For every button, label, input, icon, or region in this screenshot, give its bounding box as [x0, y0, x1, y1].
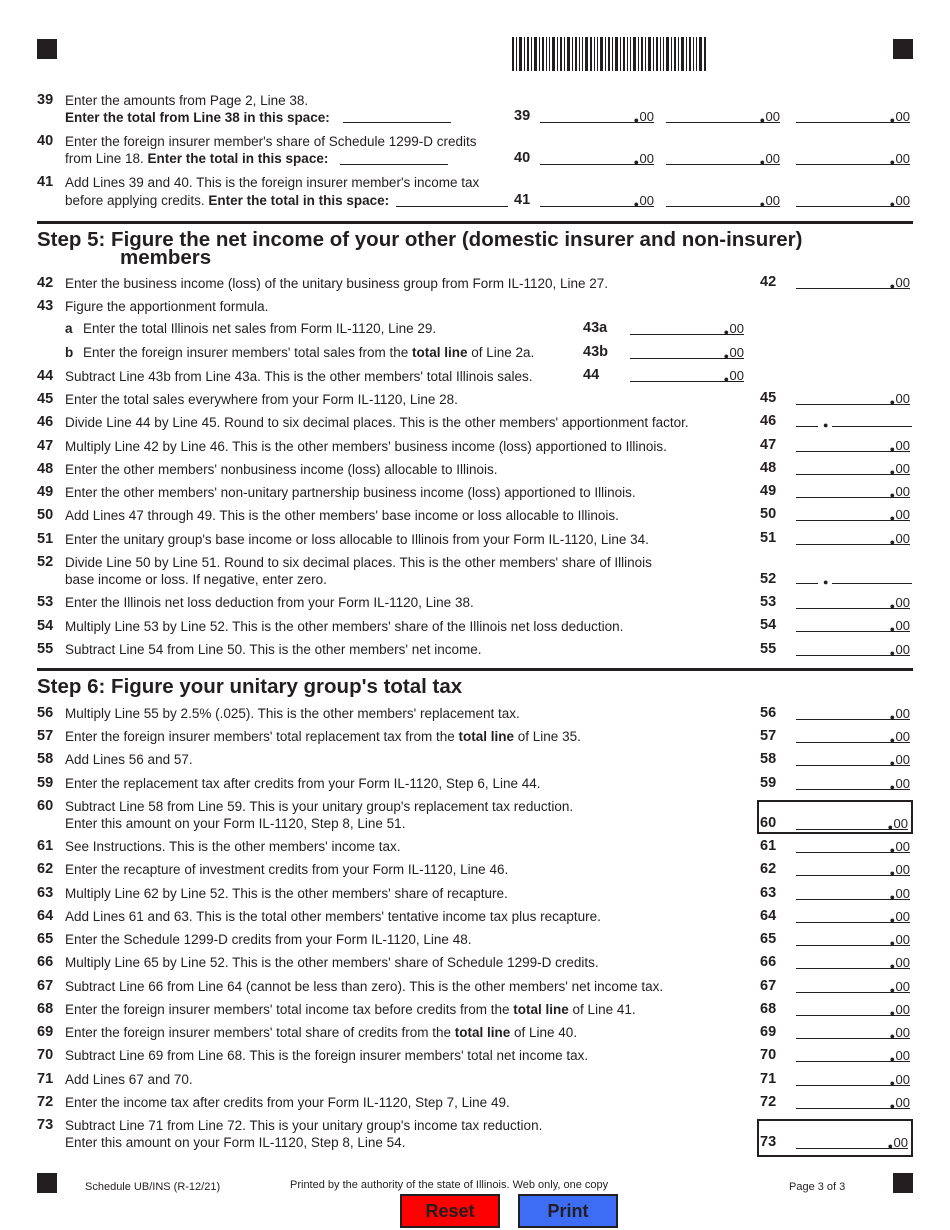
line-number: 49	[37, 484, 54, 500]
amount-field[interactable]: ● 00	[796, 908, 910, 923]
amount-field[interactable]: ● 00	[796, 437, 910, 452]
inline-total-field[interactable]	[343, 108, 451, 123]
amount-field[interactable]: ● 00	[630, 320, 744, 335]
line-number: 44	[37, 368, 54, 384]
line-label: 45	[760, 390, 777, 406]
line-number: 64	[37, 908, 54, 924]
amount-field-col3[interactable]: ● 00	[796, 108, 910, 123]
line-number: 41	[37, 174, 54, 190]
line-number: 61	[37, 838, 54, 854]
line-text: Subtract Line 54 from Line 50. This is the other members' net income.	[65, 642, 482, 657]
line-number: 57	[37, 728, 54, 744]
step5-title: Step 5: Figure the net income of your other (domestic insurer and non-insurer)	[37, 228, 803, 251]
amount-field[interactable]: ● 00	[796, 1071, 910, 1086]
line-number: 65	[37, 931, 54, 947]
line-number: 48	[37, 461, 54, 477]
amount-field[interactable]: ● 00	[796, 641, 910, 656]
line-number: 58	[37, 751, 54, 767]
line-text: Multiply Line 65 by Line 52. This is the other members' share of Schedule 1299-D credits.	[65, 955, 599, 970]
line-text: Add Lines 61 and 63. This is the total other members' tentative income tax plus recapture.	[65, 909, 601, 924]
line-text: Enter the foreign insurer members' total replacement tax from the total line of Line 35.	[65, 729, 581, 744]
line-text-2: Enter this amount on your Form IL-1120, Step 8, Line 54.	[65, 1135, 406, 1150]
line-text: Enter the recapture of investment credits from your Form IL-1120, Line 46.	[65, 862, 509, 877]
line-number: 55	[37, 641, 54, 657]
line-label: 43b	[583, 344, 608, 360]
registration-mark-bottom-right	[893, 1173, 913, 1193]
line-number: 54	[37, 618, 54, 634]
amount-field-col1[interactable]: ● 00	[540, 150, 654, 165]
line-number: 66	[37, 954, 54, 970]
line-label: 39	[514, 108, 531, 124]
line-text: Enter the other members' non-unitary partnership business income (loss) apportioned to Illinois.	[65, 485, 636, 500]
line-text-2: from Line 18. Enter the total in this space:	[65, 151, 329, 166]
step6-title: Step 6: Figure your unitary group's total tax	[37, 675, 463, 698]
line-text: Figure the apportionment formula.	[65, 299, 269, 314]
line-label: 62	[760, 861, 777, 877]
amount-field[interactable]: ● 00	[796, 1134, 908, 1149]
line-text: Enter the foreign insurer members' total income tax before credits from the total line of Line 41.	[65, 1002, 636, 1017]
amount-field-col1[interactable]: ● 00	[540, 108, 654, 123]
registration-mark-bottom-left	[37, 1173, 57, 1193]
line-text: Add Lines 39 and 40. This is the foreign insurer member's income tax	[65, 175, 480, 190]
line-text: Subtract Line 71 from Line 72. This is your unitary group's income tax reduction.	[65, 1118, 543, 1133]
amount-field[interactable]: ● 00	[796, 728, 910, 743]
line-label: 63	[760, 885, 777, 901]
line-label: 49	[760, 483, 777, 499]
line-text-2: Enter the total from Line 38 in this space:	[65, 110, 330, 125]
line-number: 67	[37, 978, 54, 994]
line-label: 57	[760, 728, 777, 744]
amount-field-col2[interactable]: ● 00	[666, 108, 780, 123]
line-label: 70	[760, 1047, 777, 1063]
amount-field[interactable]: ● 00	[796, 861, 910, 876]
inline-total-field[interactable]	[340, 150, 448, 165]
decimal-factor-field[interactable]: ●	[796, 413, 912, 427]
amount-field-col3[interactable]: ● 00	[796, 150, 910, 165]
line-label: 69	[760, 1024, 777, 1040]
line-label: 60	[760, 815, 777, 831]
line-text: Subtract Line 43b from Line 43a. This is the other members' total Illinois sales.	[65, 369, 533, 384]
decimal-factor-field[interactable]: ●	[796, 570, 912, 584]
line-number: 72	[37, 1094, 54, 1110]
line-label: 65	[760, 931, 777, 947]
barcode-icon	[512, 37, 707, 71]
line-text: Multiply Line 42 by Line 46. This is the other members' business income (loss) apportioned to Illinois.	[65, 439, 667, 454]
amount-field[interactable]: ● 00	[796, 751, 910, 766]
line-text: Multiply Line 53 by Line 52. This is the other members' share of the Illinois net loss deduction.	[65, 619, 624, 634]
line-text: Add Lines 67 and 70.	[65, 1072, 193, 1087]
line-number: 56	[37, 705, 54, 721]
line-text-2: base income or loss. If negative, enter zero.	[65, 572, 327, 587]
line-number: 73	[37, 1117, 54, 1133]
line-label: 58	[760, 751, 777, 767]
line-label: 73	[760, 1134, 777, 1150]
line-number: 59	[37, 775, 54, 791]
line-number: 51	[37, 531, 54, 547]
line-number: 43	[37, 298, 54, 314]
step5-title-line2: members	[120, 246, 212, 269]
line-label: 54	[760, 617, 777, 633]
page-number: Page 3 of 3	[789, 1181, 846, 1193]
line-label: 51	[760, 530, 777, 546]
amount-field[interactable]: ● 00	[796, 1001, 910, 1016]
line-label: 46	[760, 413, 777, 429]
line-text: Enter the replacement tax after credits from your Form IL-1120, Step 6, Line 44.	[65, 776, 541, 791]
amount-field[interactable]: ● 00	[796, 954, 910, 969]
line-text: Enter the Schedule 1299-D credits from your Form IL-1120, Line 48.	[65, 932, 472, 947]
line-number: 53	[37, 594, 54, 610]
line-text: Subtract Line 69 from Line 68. This is the foreign insurer members' total net income tax.	[65, 1048, 589, 1063]
registration-mark-top-right	[893, 39, 913, 59]
line-text: Subtract Line 66 from Line 64 (cannot be less than zero). This is the other members' net income tax.	[65, 979, 664, 994]
line-number: 63	[37, 885, 54, 901]
amount-field[interactable]: ● 00	[630, 367, 744, 382]
line-text-2: before applying credits. Enter the total in this space:	[65, 193, 390, 208]
line-label: 48	[760, 460, 777, 476]
line-number: 69	[37, 1024, 54, 1040]
amount-field[interactable]: ● 00	[796, 1047, 910, 1062]
amount-field[interactable]: ● 00	[796, 390, 910, 405]
line-text: Enter the unitary group's base income or loss allocable to Illinois from your Form IL-1120, Line 34.	[65, 532, 649, 547]
amount-field-col2[interactable]: ● 00	[666, 150, 780, 165]
line-text: Enter the foreign insurer members' total share of credits from the total line of Line 40.	[65, 1025, 578, 1040]
amount-field[interactable]: ● 00	[796, 460, 910, 475]
line-number: 70	[37, 1047, 54, 1063]
print-authority: Printed by the authority of the state of Illinois. Web only, one copy	[290, 1179, 609, 1191]
line-label: 68	[760, 1001, 777, 1017]
line-text: Enter the income tax after credits from your Form IL-1120, Step 7, Line 49.	[65, 1095, 510, 1110]
line-number: 39	[37, 92, 54, 108]
line-number: 50	[37, 507, 54, 523]
line-number: 60	[37, 798, 54, 814]
line-label: 72	[760, 1094, 777, 1110]
line-text: Add Lines 47 through 49. This is the other members' base income or loss allocable to Illinois.	[65, 508, 619, 523]
line-label: 66	[760, 954, 777, 970]
line-label: 43a	[583, 320, 608, 336]
amount-field[interactable]: ● 00	[796, 617, 910, 632]
line-number: 45	[37, 391, 54, 407]
amount-field[interactable]: ● 00	[796, 530, 910, 545]
section-divider	[37, 668, 913, 671]
line-label: 56	[760, 705, 777, 721]
amount-field[interactable]: ● 00	[796, 978, 910, 993]
line-letter: b	[65, 345, 74, 360]
line-number: 47	[37, 438, 54, 454]
line-label: 52	[760, 571, 777, 587]
line-letter: a	[65, 321, 73, 336]
line-text: Add Lines 56 and 57.	[65, 752, 193, 767]
amount-field[interactable]: ● 00	[796, 1024, 910, 1039]
line-label: 61	[760, 838, 777, 854]
amount-field[interactable]: ● 00	[796, 815, 908, 830]
line-label: 41	[514, 192, 531, 208]
line-text: Enter the total Illinois net sales from Form IL-1120, Line 29.	[83, 321, 437, 336]
line-label: 59	[760, 775, 777, 791]
line-label: 53	[760, 594, 777, 610]
line-text: Enter the foreign insurer members' total sales from the total line of Line 2a.	[83, 345, 535, 360]
line-number: 71	[37, 1071, 54, 1087]
line-number: 40	[37, 133, 54, 149]
section-divider	[37, 221, 913, 224]
line-text: Enter the business income (loss) of the unitary business group from Form IL-1120, Line 27.	[65, 276, 609, 291]
line-label: 47	[760, 437, 777, 453]
form-identifier: Schedule UB/INS (R-12/21)	[85, 1181, 221, 1193]
amount-field[interactable]: ● 00	[796, 506, 910, 521]
amount-field[interactable]: ● 00	[796, 931, 910, 946]
line-label: 50	[760, 506, 777, 522]
amount-field[interactable]: ● 00	[796, 775, 910, 790]
amount-field[interactable]: ● 00	[796, 705, 910, 720]
line-text: Divide Line 50 by Line 51. Round to six decimal places. This is the other members' share of Illinois	[65, 555, 652, 570]
line-text: Enter the other members' nonbusiness income (loss) allocable to Illinois.	[65, 462, 498, 477]
line-text: Enter the amounts from Page 2, Line 38.	[65, 93, 309, 108]
line-text: See Instructions. This is the other members' income tax.	[65, 839, 401, 854]
line-number: 68	[37, 1001, 54, 1017]
line-number: 62	[37, 861, 54, 877]
line-label: 64	[760, 908, 777, 924]
line-number: 46	[37, 414, 54, 430]
amount-field[interactable]: ● 00	[796, 885, 910, 900]
line-text: Enter the total sales everywhere from your Form IL-1120, Line 28.	[65, 392, 458, 407]
amount-field-col3[interactable]: ● 00	[796, 192, 910, 207]
print-button[interactable]: Print	[518, 1194, 618, 1228]
line-label: 44	[583, 367, 600, 383]
amount-field-col2[interactable]: ● 00	[666, 192, 780, 207]
reset-button[interactable]: Reset	[400, 1194, 500, 1228]
line-text: Subtract Line 58 from Line 59. This is your unitary group's replacement tax reduction.	[65, 799, 574, 814]
amount-field[interactable]: ● 00	[630, 344, 744, 359]
line-text: Enter the foreign insurer member's share of Schedule 1299-D credits	[65, 134, 477, 149]
line-text: Divide Line 44 by Line 45. Round to six decimal places. This is the other members' apportionment factor.	[65, 415, 689, 430]
line-label: 42	[760, 274, 777, 290]
registration-mark-top-left	[37, 39, 57, 59]
line-text-2: Enter this amount on your Form IL-1120, Step 8, Line 51.	[65, 816, 406, 831]
line-text: Enter the Illinois net loss deduction from your Form IL-1120, Line 38.	[65, 595, 474, 610]
line-label: 67	[760, 978, 777, 994]
line-label: 55	[760, 641, 777, 657]
line-label: 71	[760, 1071, 777, 1087]
amount-field[interactable]: ● 00	[796, 483, 910, 498]
amount-field[interactable]: ● 00	[796, 594, 910, 609]
amount-field[interactable]: ● 00	[796, 838, 910, 853]
line-text: Multiply Line 55 by 2.5% (.025). This is the other members' replacement tax.	[65, 706, 520, 721]
line-number: 52	[37, 554, 54, 570]
amount-field-col1[interactable]: ● 00	[540, 192, 654, 207]
amount-field[interactable]: ● 00	[796, 1094, 910, 1109]
line-label: 40	[514, 150, 531, 166]
inline-total-field[interactable]	[396, 192, 508, 207]
line-number: 42	[37, 275, 54, 291]
amount-field[interactable]: ● 00	[796, 274, 910, 289]
line-text: Multiply Line 62 by Line 52. This is the other members' share of recapture.	[65, 886, 508, 901]
